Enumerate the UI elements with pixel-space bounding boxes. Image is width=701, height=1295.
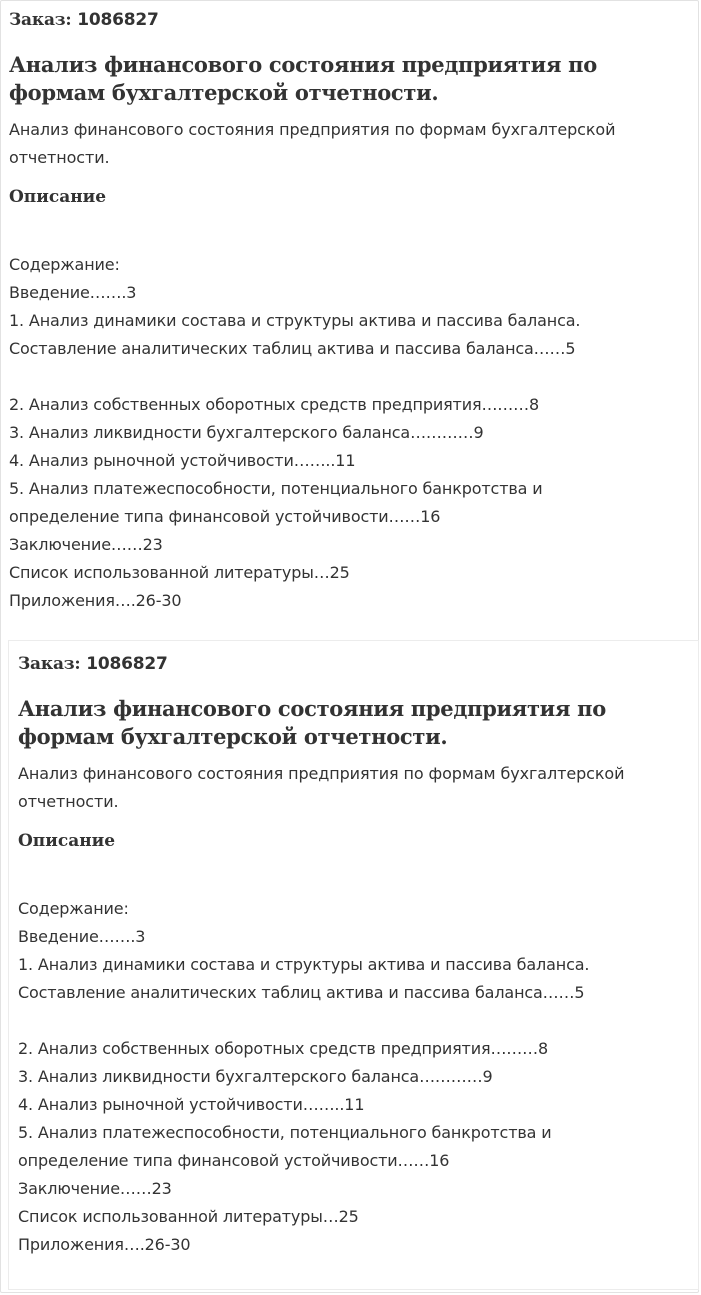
toc-line: 5. Анализ платежеспособности, потенциального банкротства и — [9, 479, 543, 498]
order-number-value: 1086827 — [86, 654, 168, 674]
toc-line: 1. Анализ динамики состава и структуры актива и пассива баланса. — [18, 955, 590, 974]
toc-line: Список использованной литературы…25 — [18, 1207, 359, 1226]
toc-line: Введение…….3 — [18, 927, 146, 946]
toc-line: 1. Анализ динамики состава и структуры актива и пассива баланса. — [9, 311, 581, 330]
toc-line: Заключение……23 — [9, 535, 163, 554]
order-number — [9, 10, 159, 30]
order-subtitle: Анализ финансового состояния предприятия по формам бухгалтерской отчетности. — [18, 764, 625, 811]
toc-line: 2. Анализ собственных оборотных средств предприятия………8 — [18, 1039, 549, 1058]
toc-line: Приложения….26-30 — [18, 1235, 191, 1254]
order-number — [18, 654, 168, 674]
toc-line: Список использованной литературы…25 — [9, 563, 350, 582]
toc-heading: Содержание: — [9, 255, 120, 274]
order-label: Заказ: — [18, 654, 87, 674]
toc-line: 2. Анализ собственных оборотных средств предприятия………8 — [9, 395, 540, 414]
toc-line: 4. Анализ рыночной устойчивости……..11 — [18, 1095, 365, 1114]
toc-line: Составление аналитических таблиц актива и пассива баланса……5 — [18, 983, 585, 1002]
toc-blank-line — [18, 1007, 701, 1035]
order-number-value: 1086827 — [77, 10, 159, 30]
order-title: Анализ финансового состояния предприятия по формам бухгалтерской отчетности. — [18, 696, 606, 749]
toc-blank-line — [9, 363, 699, 391]
toc-line: Введение…….3 — [9, 283, 137, 302]
toc-line: определение типа финансовой устойчивости……16 — [9, 507, 441, 526]
order-title: Анализ финансового состояния предприятия по формам бухгалтерской отчетности. — [9, 52, 597, 105]
toc-line: 4. Анализ рыночной устойчивости……..11 — [9, 451, 356, 470]
table-of-contents — [9, 251, 699, 615]
toc-line: 3. Анализ ликвидности бухгалтерского баланса…………9 — [18, 1067, 493, 1086]
toc-line: Заключение……23 — [18, 1179, 172, 1198]
toc-line: 5. Анализ платежеспособности, потенциального банкротства и — [18, 1123, 552, 1142]
toc-line: Составление аналитических таблиц актива и пассива баланса……5 — [9, 339, 576, 358]
table-of-contents — [18, 895, 701, 1259]
description-heading: Описание — [9, 187, 107, 207]
description-heading: Описание — [18, 831, 116, 851]
toc-line: Приложения….26-30 — [9, 591, 182, 610]
toc-line: 3. Анализ ликвидности бухгалтерского баланса…………9 — [9, 423, 484, 442]
order-label: Заказ: — [9, 10, 78, 30]
toc-line: определение типа финансовой устойчивости……16 — [18, 1151, 450, 1170]
toc-heading: Содержание: — [18, 899, 129, 918]
order-subtitle: Анализ финансового состояния предприятия по формам бухгалтерской отчетности. — [9, 120, 616, 167]
